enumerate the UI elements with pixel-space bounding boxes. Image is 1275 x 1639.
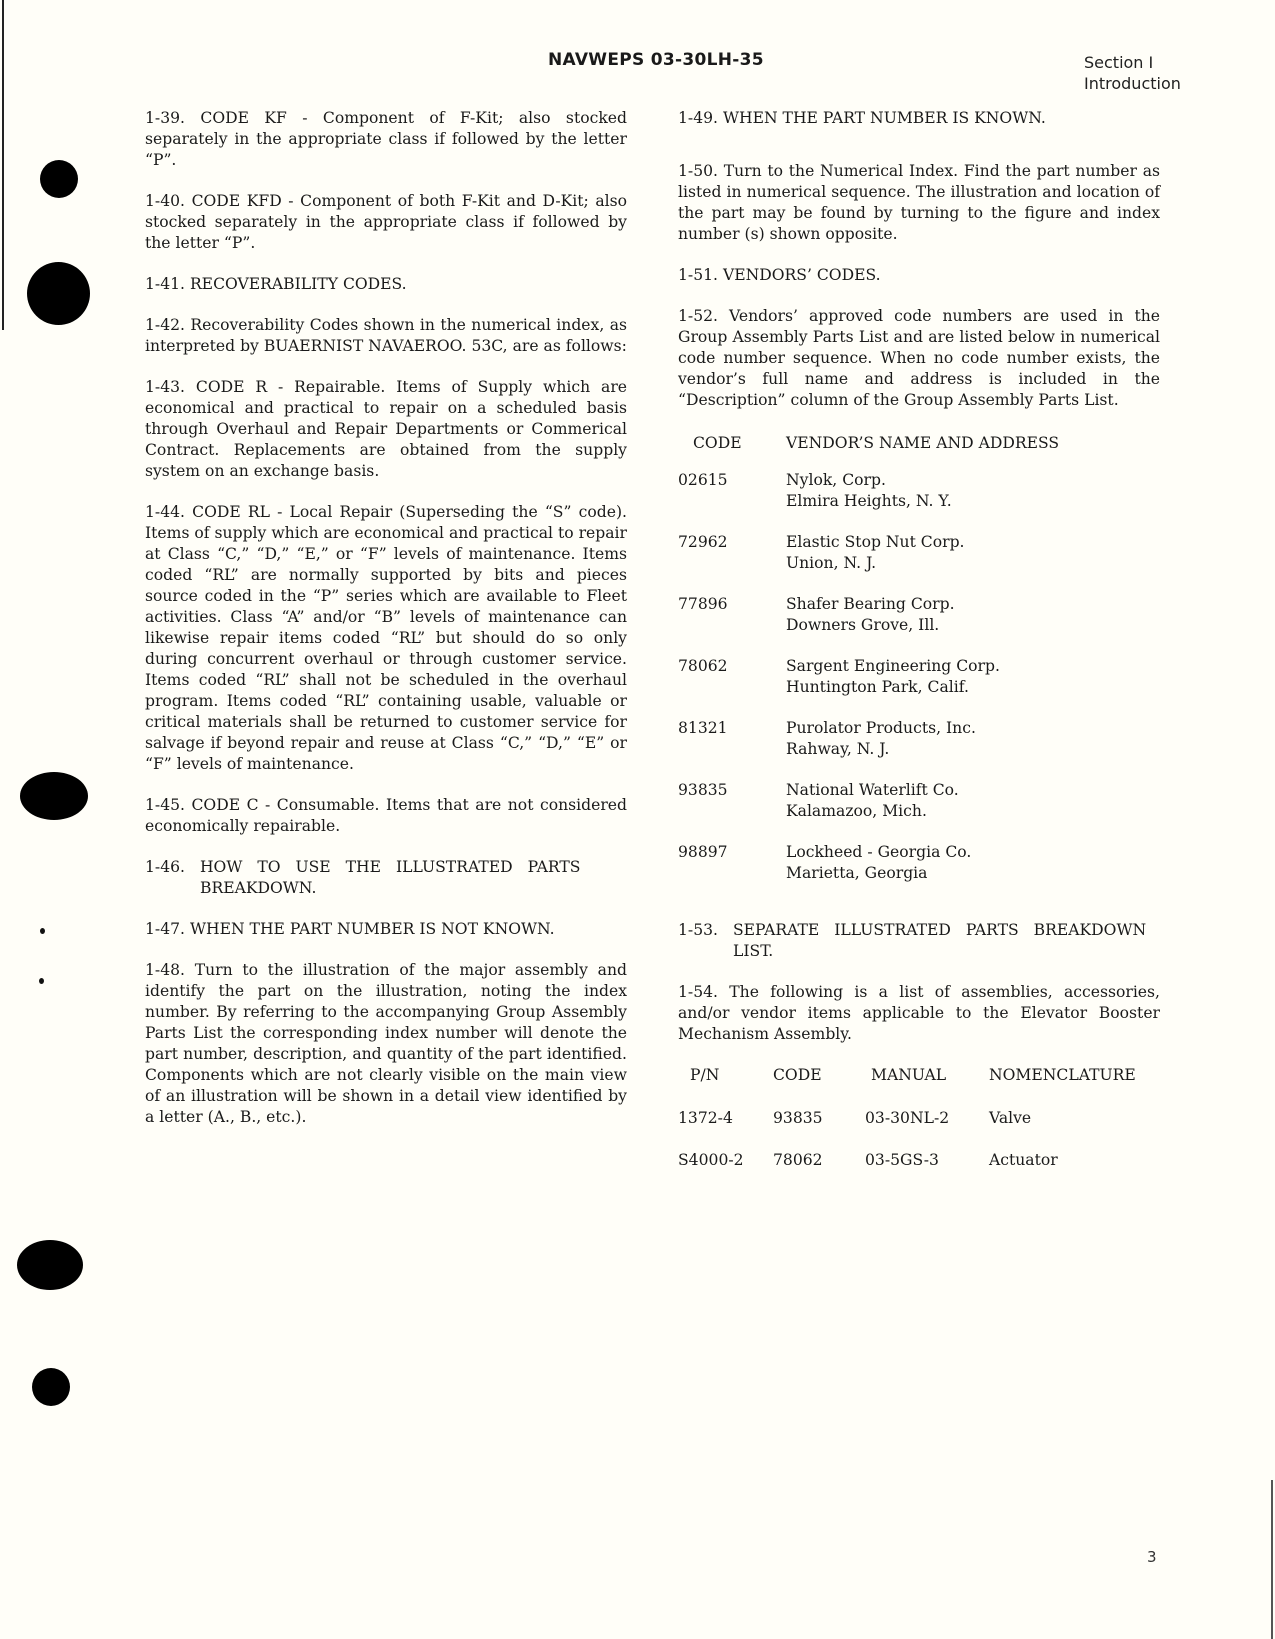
binder-hole xyxy=(20,772,88,820)
paragraph-1-50: 1-50. Turn to the Numerical Index. Find the part number as listed in numerical sequence. The illustration and location of the part may be found by turning to the figure and index number (s) shown opposite. xyxy=(678,162,1160,243)
part-number: S4000-2 xyxy=(678,1151,744,1169)
section-label xyxy=(1084,52,1181,94)
vendor-code: 78062 xyxy=(678,657,728,675)
paragraph-1-44: 1-44. CODE RL - Local Repair (Superseding the “S” code). Items of supply which are economical and practical to repair at Class “C,” “D,” “E,” or “F” levels of maintenance. Items coded “RL” are normally supported by bits and pieces source coded in the “P” series which are available to Fleet activities. Class “A” and/or “B” levels of maintenance can likewise repair items coded “RL” but should do so only during concurrent overhaul or through customer service. Items coded “RL” shall not be scheduled in the overhaul program. Items coded “RL” containing usable, valuable or critical materials shall be returned to customer service for salvage if beyond repair and reuse at Class “C,” “D,” “E” or “F” levels of maintenance. xyxy=(145,503,627,773)
vendor-code: 93835 xyxy=(678,781,728,799)
vendor-address: Rahway, N. J. xyxy=(786,740,890,758)
column-header-nomenclature: NOMENCLATURE xyxy=(989,1066,1136,1084)
table-row xyxy=(678,1108,1136,1150)
vendor-code: 81321 xyxy=(678,719,728,737)
vendor-address: Elmira Heights, N. Y. xyxy=(786,492,952,510)
page-number: 3 xyxy=(1147,1548,1157,1566)
column-header-code: CODE xyxy=(773,1066,822,1084)
binder-hole xyxy=(32,1368,70,1406)
column-header-vendor: VENDOR’S NAME AND ADDRESS xyxy=(786,434,1060,452)
vendor-address: Kalamazoo, Mich. xyxy=(786,802,927,820)
scan-edge-line xyxy=(2,0,4,330)
scan-speck xyxy=(39,978,44,984)
vendor-address: Union, N. J. xyxy=(786,554,877,572)
paragraph-1-43: 1-43. CODE R - Repairable. Items of Supply which are economical and practical to repair on a scheduled basis through Overhaul and Repair Departments or Commerical Contract. Replacements are obtained from the supply system on an exchange basis. xyxy=(145,378,627,480)
table-row xyxy=(678,842,1059,904)
vendor-address: Downers Grove, Ill. xyxy=(786,616,940,634)
column-header-pn: P/N xyxy=(690,1066,720,1084)
table-row xyxy=(678,718,1059,780)
paragraph-1-45: 1-45. CODE C - Consumable. Items that are not considered economically repairable. xyxy=(145,796,627,835)
vendor-code: 02615 xyxy=(678,471,728,489)
paragraph-1-42: 1-42. Recoverability Codes shown in the numerical index, as interpreted by BUAERNIST NAVAEROO. 53C, are as follows: xyxy=(145,316,627,355)
vendor-code: 77896 xyxy=(678,595,728,613)
vendor-info xyxy=(786,842,1059,904)
paragraph-1-54: 1-54. The following is a list of assemblies, accessories, and/or vendor items applicable to the Elevator Booster Mechanism Assembly. xyxy=(678,983,1160,1043)
table-row xyxy=(678,532,1059,594)
heading-1-41: 1-41. RECOVERABILITY CODES. xyxy=(145,275,407,293)
binder-hole xyxy=(17,1240,83,1290)
vendor-name: Sargent Engineering Corp. xyxy=(786,657,1000,675)
heading-1-46: 1-46. HOW TO USE THE ILLUSTRATED PARTS BREAKDOWN. xyxy=(145,858,581,897)
section-number: Section I xyxy=(1084,53,1154,72)
vendor-info xyxy=(786,718,1059,780)
vendor-name: Purolator Products, Inc. xyxy=(786,719,976,737)
vendor-code: 72962 xyxy=(678,533,728,551)
parts-breakdown-table xyxy=(678,1065,1136,1192)
column-header-code: CODE xyxy=(693,434,742,452)
table-row xyxy=(678,1150,1136,1192)
paragraph-1-52: 1-52. Vendors’ approved code numbers are used in the Group Assembly Parts List and are listed below in numerical code number sequence. When no code number exists, the vendor’s full name and address is included in the “Description” column of the Group Assembly Parts List. xyxy=(678,307,1160,409)
vendor-name: Lockheed - Georgia Co. xyxy=(786,843,972,861)
section-title: Introduction xyxy=(1084,74,1181,93)
vendor-address: Huntington Park, Calif. xyxy=(786,678,969,696)
table-row xyxy=(678,470,1059,532)
vendor-info xyxy=(786,656,1059,718)
scan-edge-line xyxy=(1271,1480,1273,1639)
vendor-name: Shafer Bearing Corp. xyxy=(786,595,955,613)
binder-hole xyxy=(27,262,90,325)
vendor-codes-table xyxy=(678,433,1059,904)
document-number: NAVWEPS 03-30LH-35 xyxy=(548,50,764,70)
heading-1-51: 1-51. VENDORS’ CODES. xyxy=(678,266,881,284)
part-number: 1372-4 xyxy=(678,1109,733,1127)
vendor-info xyxy=(786,532,1059,594)
nomenclature: Valve xyxy=(989,1109,1032,1127)
nomenclature: Actuator xyxy=(989,1151,1058,1169)
heading-1-53: 1-53. SEPARATE ILLUSTRATED PARTS BREAKDOWN LIST. xyxy=(678,921,1147,960)
table-row xyxy=(678,594,1059,656)
heading-1-49: 1-49. WHEN THE PART NUMBER IS KNOWN. xyxy=(678,109,1046,127)
vendor-name: Elastic Stop Nut Corp. xyxy=(786,533,965,551)
vendor-info xyxy=(786,594,1059,656)
table-row xyxy=(678,656,1059,718)
manual-number: 03-5GS-3 xyxy=(865,1151,939,1169)
vendor-info xyxy=(786,470,1059,532)
paragraph-1-40: 1-40. CODE KFD - Component of both F-Kit and D-Kit; also stocked separately in the appropriate class if followed by the letter “P”. xyxy=(145,192,627,252)
table-row xyxy=(678,780,1059,842)
manual-number: 03-30NL-2 xyxy=(865,1109,950,1127)
right-column xyxy=(678,108,1160,1192)
vendor-address: Marietta, Georgia xyxy=(786,864,928,882)
vendor-info xyxy=(786,780,1059,842)
column-header-manual: MANUAL xyxy=(871,1066,947,1084)
vendor-name: Nylok, Corp. xyxy=(786,471,886,489)
vendor-code: 78062 xyxy=(773,1151,823,1169)
vendor-code: 93835 xyxy=(773,1109,823,1127)
paragraph-1-48: 1-48. Turn to the illustration of the major assembly and identify the part on the illustration, noting the index number. By referring to the accompanying Group Assembly Parts List the corresponding index number will denote the part number, description, and quantity of the part identified. Components which are not clearly visible on the main view of an illustration will be shown in a detail view identified by a letter (A., B., etc.). xyxy=(145,961,627,1126)
binder-hole xyxy=(40,160,78,198)
heading-1-47: 1-47. WHEN THE PART NUMBER IS NOT KNOWN. xyxy=(145,920,555,938)
vendor-name: National Waterlift Co. xyxy=(786,781,959,799)
paragraph-1-39: 1-39. CODE KF - Component of F-Kit; also stocked separately in the appropriate class if followed by the letter “P”. xyxy=(145,109,627,169)
table-header-row xyxy=(678,433,1059,470)
left-column xyxy=(145,108,627,1148)
table-header-row xyxy=(678,1065,1136,1108)
vendor-code: 98897 xyxy=(678,843,728,861)
scan-speck xyxy=(40,928,45,934)
